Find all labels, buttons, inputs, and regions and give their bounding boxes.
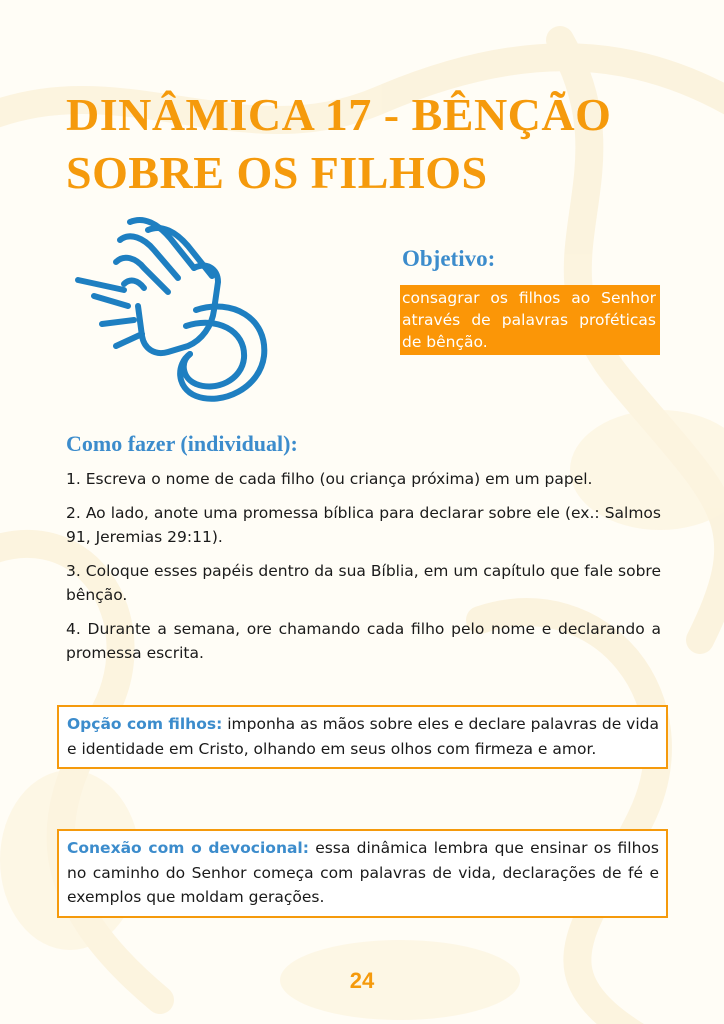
title-line-2: SOBRE OS FILHOS: [66, 147, 488, 198]
title-line-1: DINÂMICA 17 - BÊNÇÃO: [66, 89, 612, 140]
step-item: 2. Ao lado, anote uma promessa bíblica para declarar sobre ele (ex.: Salmos 91, Jeremias 29:11).: [66, 504, 661, 546]
connection-text: essa dinâmica lembra que ensinar os filhos no caminho do Senhor começa com palavras de vida, declarações de fé e exemplos que moldam gerações.: [67, 839, 659, 906]
page-number: 24: [349, 968, 375, 993]
step-item: 4. Durante a semana, ore chamando cada filho pelo nome e declarando a promessa escrita.: [66, 620, 661, 662]
devotional-connection-box: [57, 829, 668, 918]
how-to-heading: Como fazer (individual):: [66, 431, 298, 456]
blessing-hands-icon: [72, 210, 272, 410]
step-item: 3. Coloque esses papéis dentro da sua Bíblia, em um capítulo que fale sobre bênção.: [66, 562, 661, 604]
step-item: 1. Escreva o nome de cada filho (ou criança próxima) em um papel.: [66, 470, 593, 488]
option-with-children-box: [57, 705, 668, 769]
option-text: imponha as mãos sobre eles e declare palavras de vida e identidade em Cristo, olhando em seus olhos com firmeza e amor.: [67, 715, 659, 758]
objective-box: [400, 285, 660, 355]
page-title: [66, 86, 686, 202]
objective-heading: Objetivo:: [402, 246, 496, 271]
option-label: Opção com filhos:: [67, 715, 223, 733]
steps-list: [66, 467, 661, 675]
objective-text: consagrar os filhos ao Senhor através de palavras proféticas de bênção.: [402, 289, 656, 351]
connection-label: Conexão com o devocional:: [67, 839, 309, 857]
